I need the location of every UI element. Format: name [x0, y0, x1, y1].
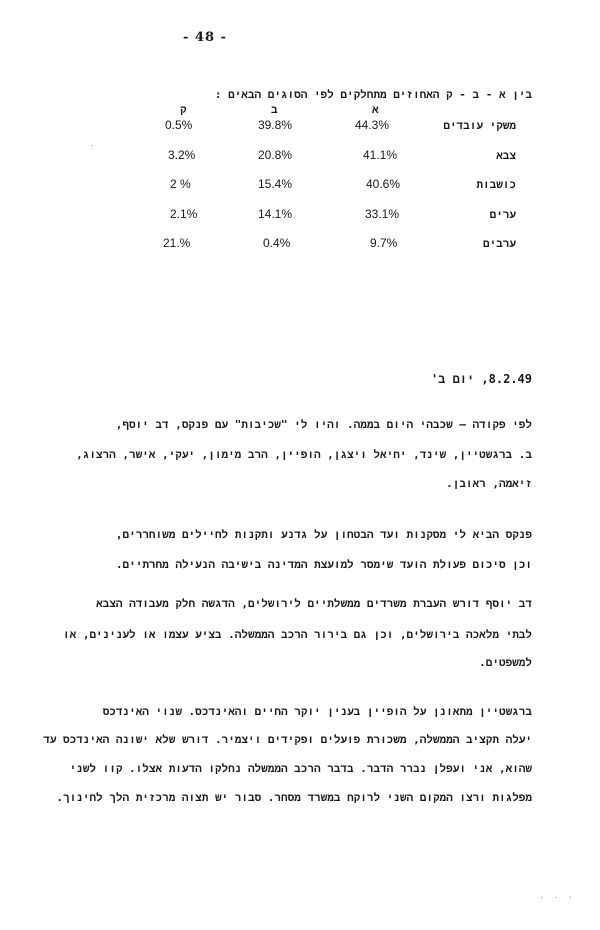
row-label: ערים [489, 208, 516, 221]
diary-date-heading: 8.2.49, יום ב' [430, 372, 532, 386]
page-number: - 48 - [183, 30, 227, 45]
paragraph-line: שהוא, אני ועפלן נברר הדבר. בדבר הרכב הממשלה נחלקו הדעות אצלו. קוו לשני [69, 762, 532, 775]
table-cell: 41.1% [363, 148, 398, 162]
paragraph-line: מפלגות ורצו המקום השני לרוקח במשרד מסחר. סבור יש תצוה מרכזית הלך לחינוך. [56, 791, 532, 804]
table-cell: 39.8% [258, 118, 293, 132]
paragraph-line: ב. ברגשטיין, שינד, יחיאל ויצגן, הופיין, הרב מימון, יעקי, אישר, הרצוג, [76, 448, 532, 461]
table-cell: 33.1% [365, 207, 400, 221]
paragraph-line: למשפטים. [479, 656, 532, 669]
table-heading: בין א - ב - ק האחוזים מתחלקים לפי הסוגים הבאים : [214, 88, 532, 101]
table-cell: 0.4% [263, 236, 291, 250]
table-cell: 14.1% [258, 207, 293, 221]
column-header-alef: א [372, 103, 379, 116]
paragraph-line: פנקס הביא לי מסקנות ועד הבטחון על גדנע ותקנות לחיילים משוחררים, [115, 528, 532, 541]
table-cell: 21.% [163, 236, 191, 250]
column-header-bet: ב [271, 103, 278, 116]
table-cell: 2 % [170, 177, 191, 191]
table-cell: 20.8% [258, 148, 293, 162]
scan-speck: · [90, 140, 94, 151]
scan-speck: · · · [540, 892, 576, 903]
paragraph-line: דב יוסף דורש העברת משרדים ממשלתיים לירושלים, הדגשה חלק מעבודה הצבא [96, 597, 532, 610]
row-label: צבא [496, 149, 516, 162]
paragraph-line: וכן סיכום פעולת הועד שימסר למועצת המדינה בישיבה הנעילה מחרתיים. [115, 558, 532, 571]
paragraph-line: לבתי מלאכה בירושלים, וכן גם בירור הרכב הממשלה. בציע עצמו או לענינים, או [63, 628, 532, 641]
paragraph-line: ברגשטיין מתאונן על הופיין בענין יוקר החיים והאינדכס. שנוי האינדכס [102, 705, 532, 718]
table-cell: 15.4% [258, 177, 293, 191]
paragraph-line: יעלה תקציב הממשלה, משכורת פועלים ופקידים ויצמיר. דורש שלא ישונה האינדכס עד [43, 733, 532, 746]
table-cell: 44.3% [355, 118, 390, 132]
paragraph-line: זיאמה, ראובן. [446, 477, 532, 490]
row-label: ערבים [482, 237, 516, 250]
column-header-qof: ק [180, 103, 187, 116]
paragraph-line: לפי פקודה – שכבהי היום בממה. והיו לי "שכיבות" עם פנקס, דב יוסף, [115, 418, 532, 431]
table-cell: 0.5% [165, 118, 193, 132]
table-cell: 40.6% [366, 177, 401, 191]
row-label: כושבות [476, 178, 516, 191]
table-cell: 2.1% [170, 207, 198, 221]
table-cell: 3.2% [168, 148, 196, 162]
table-cell: 9.7% [370, 236, 398, 250]
row-label: משקי עובדים [443, 119, 516, 132]
